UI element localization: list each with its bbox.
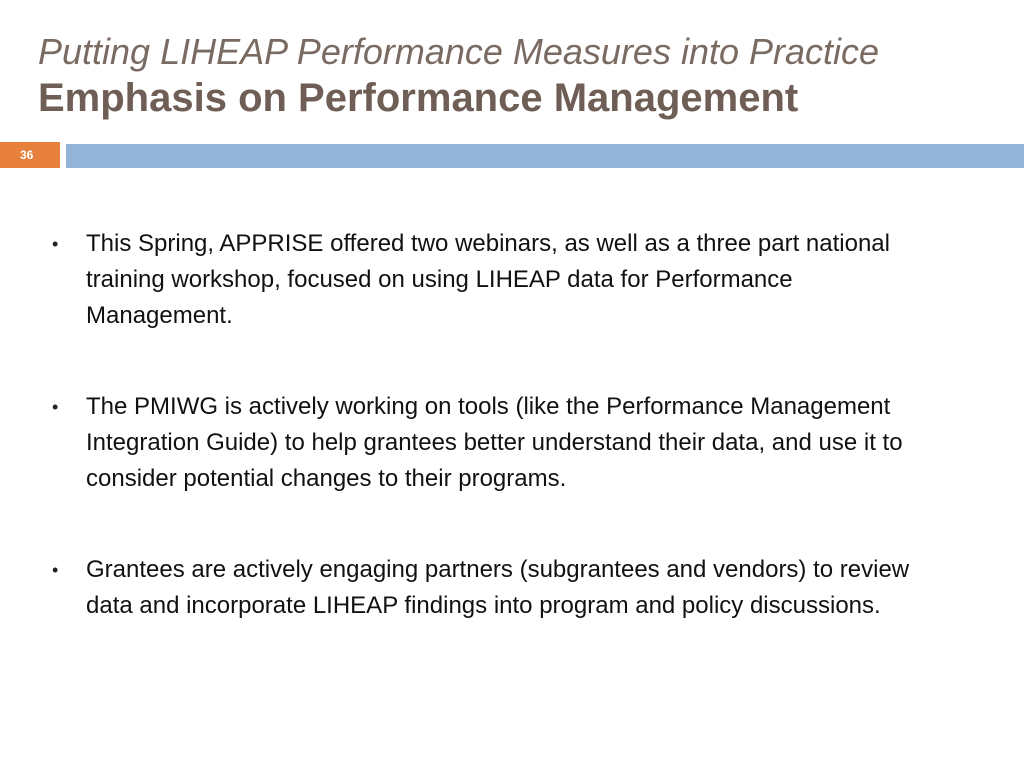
bullet-item [0, 226, 1024, 334]
bullet-text: The PMIWG is actively working on tools (like the Performance Management Integration Guide) to help grantees better understand their data, and use it to consider potential changes to their programs. [86, 393, 903, 492]
slide-number-badge: 36 [0, 142, 60, 168]
bullet-text: Grantees are actively engaging partners (subgrantees and vendors) to review data and incorporate LIHEAP findings into program and policy discussions. [86, 556, 910, 619]
header-accent-bar [66, 144, 1024, 168]
slide-title: Emphasis on Performance Management [38, 76, 799, 120]
bullet-item [0, 552, 1024, 624]
bullet-item [0, 389, 1024, 497]
slide-subtitle: Putting LIHEAP Performance Measures into Practice [38, 31, 880, 72]
bullet-dot-icon: • [52, 397, 59, 417]
bullet-dot-icon: • [52, 560, 59, 580]
bullet-text: This Spring, APPRISE offered two webinars, as well as a three part national training workshop, focused on using LIHEAP data for Performance Management. [86, 230, 890, 329]
bullet-dot-icon: • [52, 234, 59, 254]
bullet-list [0, 226, 1024, 679]
